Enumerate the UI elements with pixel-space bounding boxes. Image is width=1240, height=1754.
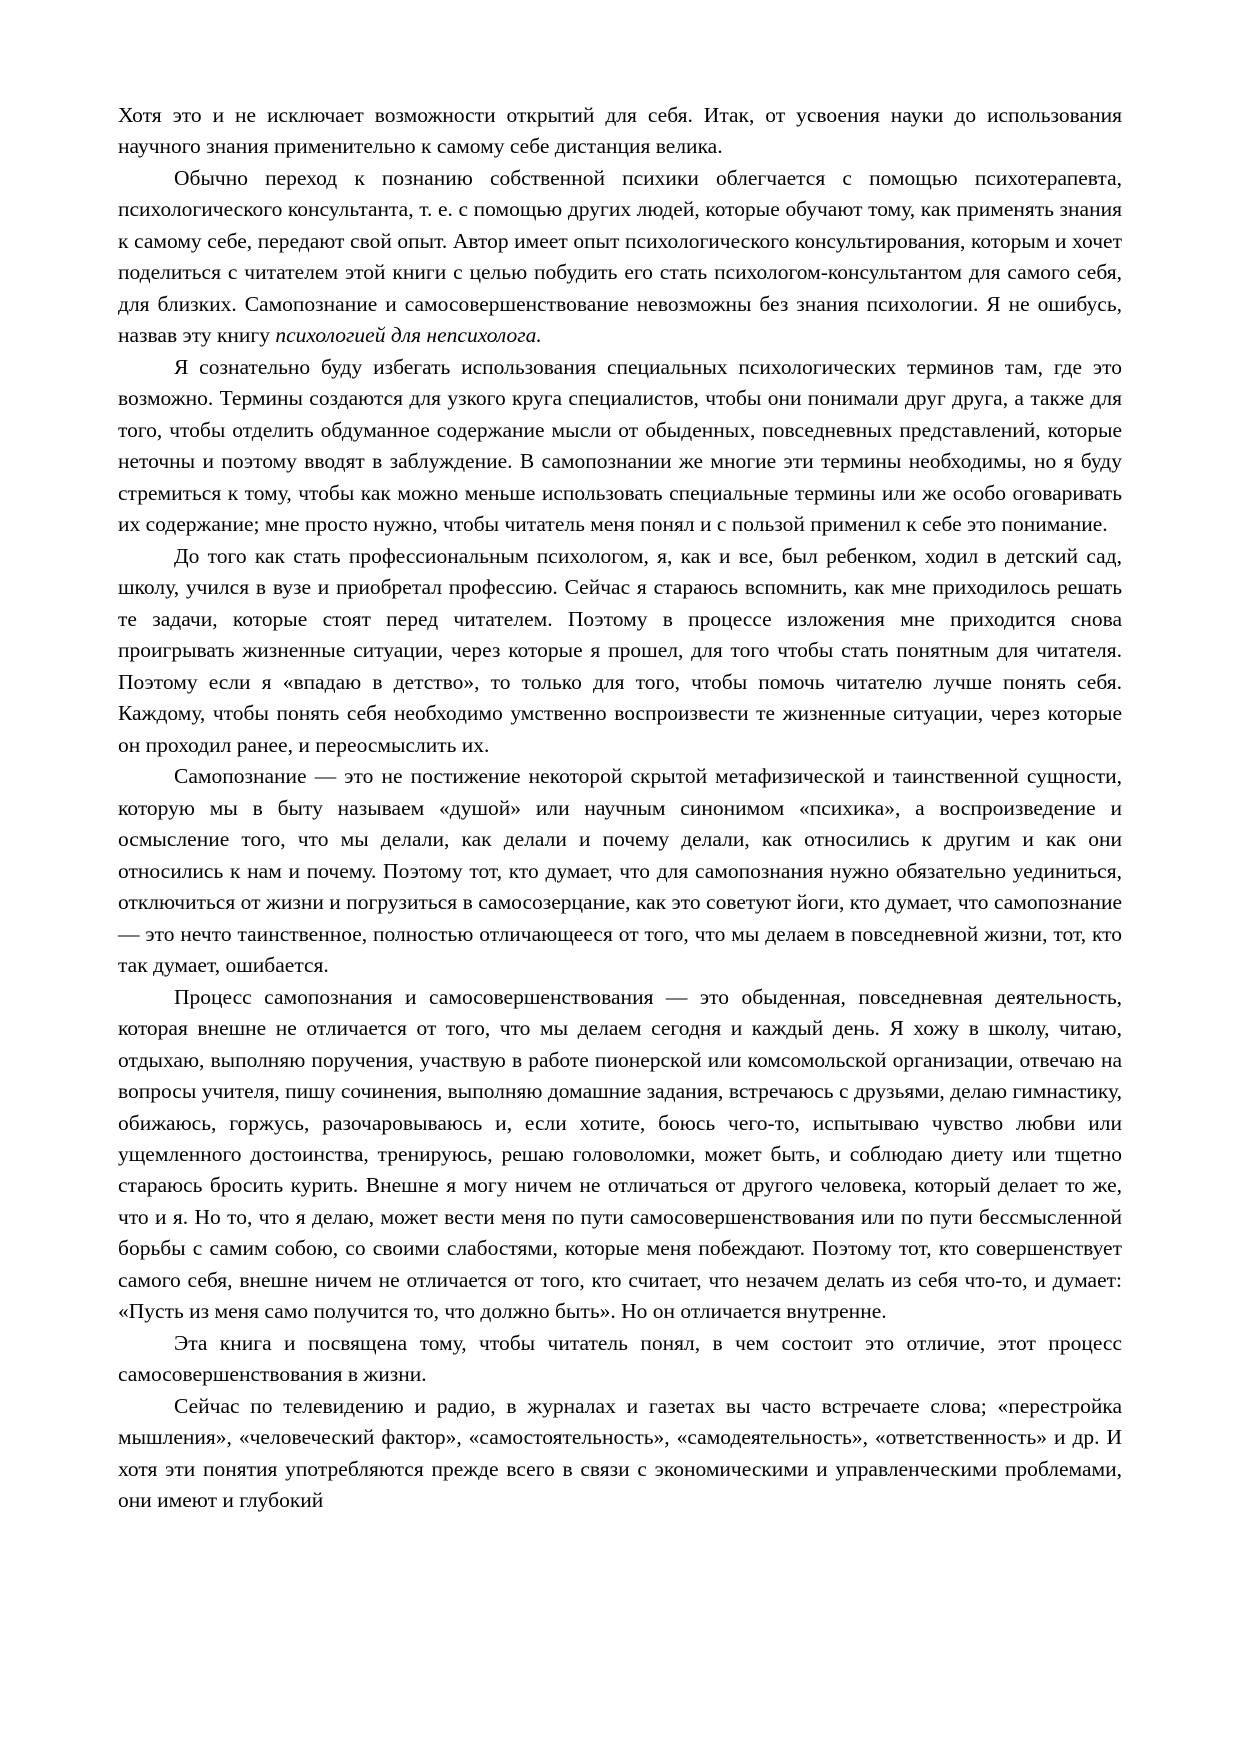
paragraph bbox=[118, 352, 1122, 541]
paragraph bbox=[118, 163, 1122, 352]
text-run: Сейчас по телевидению и радио, в журналах и газетах вы часто встречаете слова; «перестройка мышления», «человеческий фактор», «самостоятельность», «самодеятельность», «ответственность» и др. И хотя эти понятия употребляются прежде всего в связи с экономическими и управленческими проблемами, они имеют и глубокий bbox=[118, 1393, 1122, 1513]
paragraph bbox=[118, 982, 1122, 1328]
paragraph bbox=[118, 541, 1122, 761]
paragraph bbox=[118, 100, 1122, 163]
paragraph bbox=[118, 1328, 1122, 1391]
text-run: Я сознательно буду избегать использования специальных психологических терминов там, где это возможно. Термины создаются для узкого круга специалистов, чтобы они понимали друг друга, а также для того, чтобы отделить обдуманное содержание мысли от обыденных, повседневных представлений, которые неточны и поэтому вводят в заблуждение. В самопознании же многие эти термины необходимы, но я буду стремиться к тому, чтобы как можно меньше использовать специальные термины или же особо оговаривать их содержание; мне просто нужно, чтобы читатель меня понял и с пользой применил к себе это понимание. bbox=[118, 354, 1122, 537]
text-run: Хотя это и не исключает возможности открытий для себя. Итак, от усвоения науки до использования научного знания применительно к самому себе дистанция велика. bbox=[118, 103, 1122, 159]
document-text-body bbox=[118, 100, 1122, 1517]
text-run: Процесс самопознания и самосовершенствования — это обыденная, повседневная деятельность, которая внешне не отличается от того, что мы делаем сегодня и каждый день. Я хожу в школу, читаю, отдыхаю, выполняю поручения, участвую в работе пионерской или комсомольской организации, отвечаю на вопросы учителя, пишу сочинения, выполняю домашние задания, встречаюсь с друзьями, делаю гимнастику, обижаюсь, горжусь, разочаровываюсь и, если хотите, боюсь чего-то, испытываю чувство любви или ущемленного достоинства, тренируюсь, решаю головоломки, может быть, и соблюдаю диету или тщетно стараюсь бросить курить. Внешне я могу ничем не отличаться от другого человека, который делает то же, что и я. Но то, что я делаю, может вести меня по пути самосовершенствования или по пути бессмысленной борьбы с самим собою, со своими слабостями, которые меня побеждают. Поэтому тот, кто совершенствует самого себя, внешне ничем не отличается от того, кто считает, что незачем делать из себя что-то, и думает: «Пусть из меня само получится то, что должно быть». Но он отличается внутренне. bbox=[118, 984, 1122, 1324]
text-run: До того как стать профессиональным психологом, я, как и все, был ребенком, ходил в детский сад, школу, учился в вузе и приобретал профессию. Сейчас я стараюсь вспомнить, как мне приходилось решать те задачи, которые стоят перед читателем. Поэтому в процессе изложения мне приходится снова проигрывать жизненные ситуации, через которые я прошел, для того чтобы стать понятным для читателя. Поэтому если я «впадаю в детство», то только для того, чтобы помочь читателю лучше понять себя. Каждому, чтобы понять себя необходимо умственно воспроизвести те жизненные ситуации, через которые он проходил ранее, и переосмыслить их. bbox=[118, 543, 1122, 757]
paragraph bbox=[118, 1391, 1122, 1517]
text-run: Самопознание — это не постижение некоторой скрытой метафизической и таинственной сущности, которую мы в быту называем «душой» или научным синонимом «психика», а воспроизведение и осмысление того, что мы делали, как делали и почему делали, как относились к другим и как они относились к нам и почему. Поэтому тот, кто думает, что для самопознания нужно обязательно уединиться, отключиться от жизни и погрузиться в самосозерцание, как это советуют йоги, кто думает, что самопознание — это нечто таинственное, полностью отличающееся от того, что мы делаем в повседневной жизни, тот, кто так думает, ошибается. bbox=[118, 764, 1122, 978]
text-run: Обычно переход к познанию собственной психики облегчается с помощью психотерапевта, психологического консультанта, т. е. с помощью других людей, которые обучают тому, как применять знания к самому себе, передают свой опыт. Автор имеет опыт психологического консультирования, которым и хочет поделиться с читателем этой книги с целью побудить его стать психологом-консультантом для самого себя, для близких. Самопознание и самосовершенствование невозможны без знания психологии. Я не ошибусь, назвав эту книгу bbox=[118, 165, 1122, 348]
text-run: Эта книга и посвящена тому, чтобы читатель понял, в чем состоит это отличие, этот процесс самосовершенствования в жизни. bbox=[118, 1330, 1122, 1387]
paragraph bbox=[118, 761, 1122, 981]
emphasis-text: психологией для непсихолога. bbox=[275, 323, 542, 348]
